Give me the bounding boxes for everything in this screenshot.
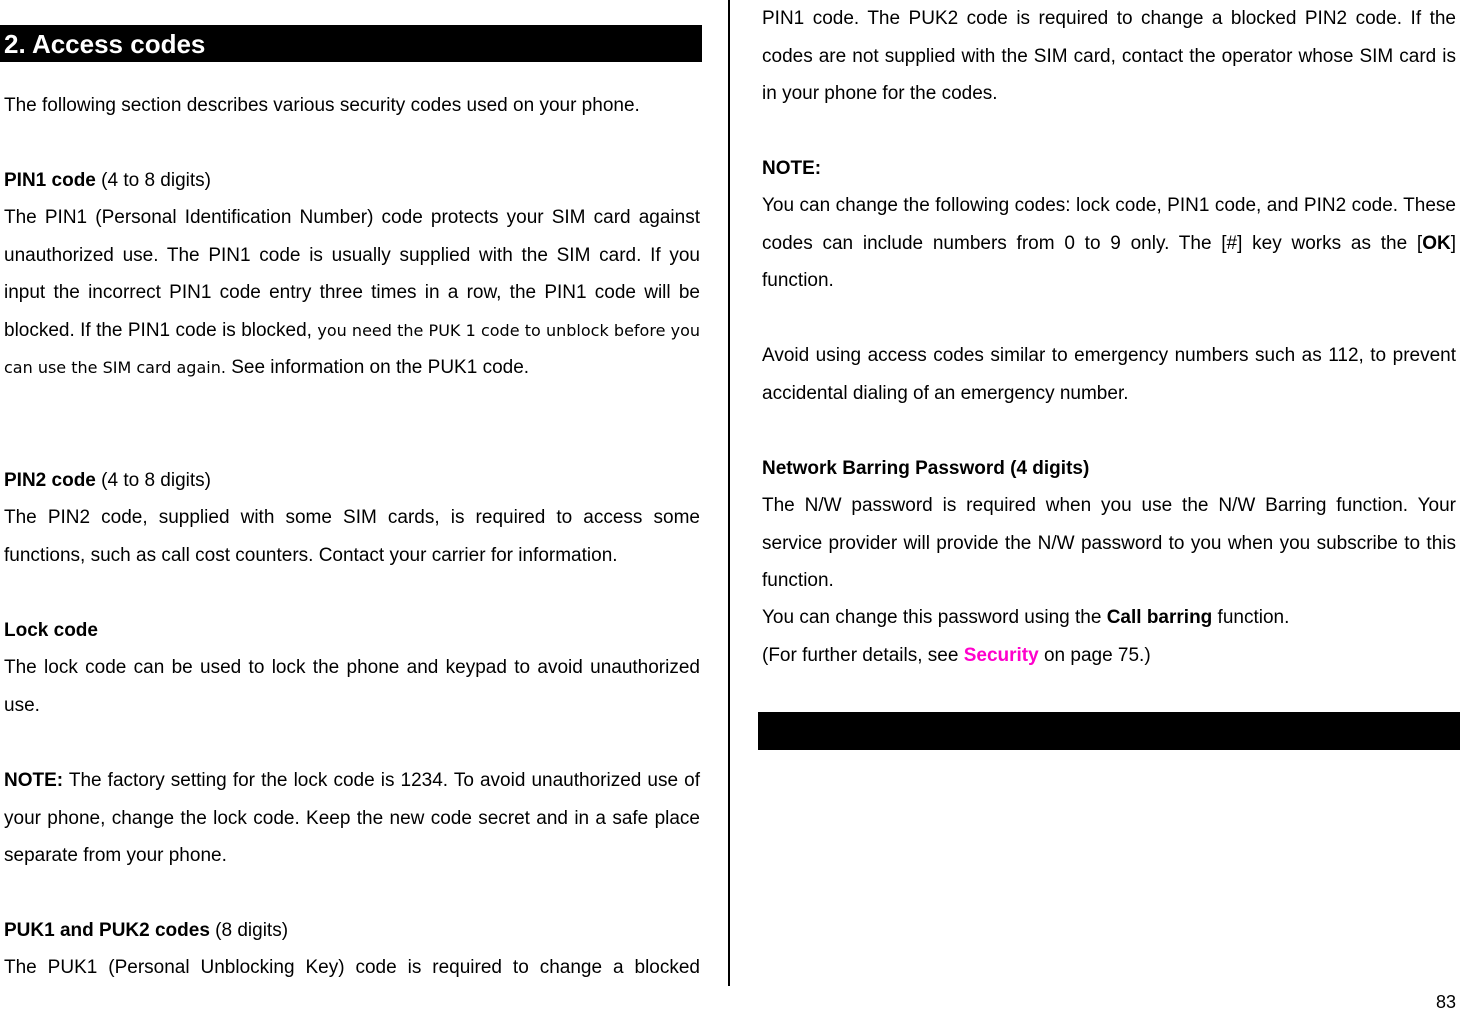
- right-note-heading: [762, 150, 821, 188]
- pin2-heading-note: (4 to 8 digits): [95, 470, 211, 491]
- pin1-heading: [4, 162, 211, 200]
- right-note-body: [762, 187, 1456, 300]
- puk-body: The PUK1 (Personal Unblocking Key) code is required to change a blocked: [4, 957, 700, 978]
- nbp-heading: [762, 450, 1089, 488]
- nbp-details-b: on page 75.): [1038, 645, 1151, 666]
- puk-body-continued: PIN1 code. The PUK2 code is required to change a blocked PIN2 code. If the codes are not supplied with the SIM card, contact the operator whose SIM card is in your phone for the codes.: [762, 8, 1456, 104]
- puk-heading-note: (8 digits): [209, 920, 289, 941]
- right-note-body-b: ] function.: [762, 232, 1456, 291]
- lock-note-body: The factory setting for the lock code is 1234. To avoid unauthorized use of your phone, change the lock code. Keep the new code secret and in a safe place separate from your phone.: [4, 770, 700, 866]
- nbp-body: The N/W password is required when you use the N/W Barring function. Your service provider will provide the N/W password to you when you subscribe to this function.: [762, 495, 1456, 591]
- nbp-details-a: (For further details, see: [762, 645, 964, 666]
- pin1-heading-label: PIN1 code: [4, 170, 96, 191]
- nbp-details: [762, 637, 1151, 675]
- pin1-body-a: The PIN1 (Personal Identification Number) code protects your SIM card against unauthorized use. The PIN1 code is usually supplied with the SIM card. If you input the incorrect PIN1 code entry three times in a row, the PIN1 code will be blocked. If the PIN1 code is blocked,: [4, 207, 700, 341]
- pin2-heading-label: PIN2 code: [4, 470, 96, 491]
- nbp-change: [762, 599, 1289, 637]
- lock-heading-label: Lock code: [4, 620, 98, 641]
- section-title-bar: [0, 25, 702, 62]
- pin1-body: [4, 199, 700, 387]
- nbp-heading-label: Network Barring Password (4 digits): [762, 458, 1090, 479]
- nbp-change-b: function.: [1212, 607, 1290, 628]
- pin2-heading: [4, 462, 211, 500]
- avoid-paragraph: Avoid using access codes similar to emergency numbers such as 112, to prevent accidental dialing of an emergency number.: [762, 345, 1456, 404]
- lock-body: The lock code can be used to lock the phone and keypad to avoid unauthorized use.: [4, 657, 700, 716]
- puk-heading-label: PUK1 and PUK2 codes: [4, 920, 210, 941]
- right-column-bar: [758, 712, 1460, 750]
- column-divider: [728, 0, 730, 986]
- lock-note-label: NOTE:: [4, 770, 64, 791]
- page-number: 83: [1435, 992, 1456, 1012]
- pin1-body-small: you need the PUK 1 code to unblock before you can use the SIM card again.: [4, 320, 700, 377]
- pin1-body-b: See information on the PUK1 code.: [225, 357, 530, 378]
- security-link[interactable]: Security: [963, 645, 1039, 666]
- ok-key-label: OK: [1422, 232, 1451, 254]
- pin1-heading-note: (4 to 8 digits): [95, 170, 211, 191]
- right-note-label: NOTE:: [762, 158, 822, 179]
- call-barring-label: Call barring: [1106, 607, 1213, 628]
- intro-paragraph: The following section describes various security codes used on your phone.: [4, 95, 640, 116]
- puk-heading: [4, 912, 288, 950]
- nbp-change-a: You can change this password using the: [762, 607, 1107, 628]
- lock-heading: [4, 612, 98, 650]
- section-title: 2. Access codes: [4, 29, 206, 59]
- right-note-body-a: You can change the following codes: lock code, PIN1 code, and PIN2 code. These codes can include numbers from 0 to 9 only. The [#] key works as the [: [762, 195, 1456, 254]
- lock-note: [4, 762, 700, 875]
- pin2-body: The PIN2 code, supplied with some SIM cards, is required to access some functions, such as call cost counters. Contact your carrier for information.: [4, 507, 700, 566]
